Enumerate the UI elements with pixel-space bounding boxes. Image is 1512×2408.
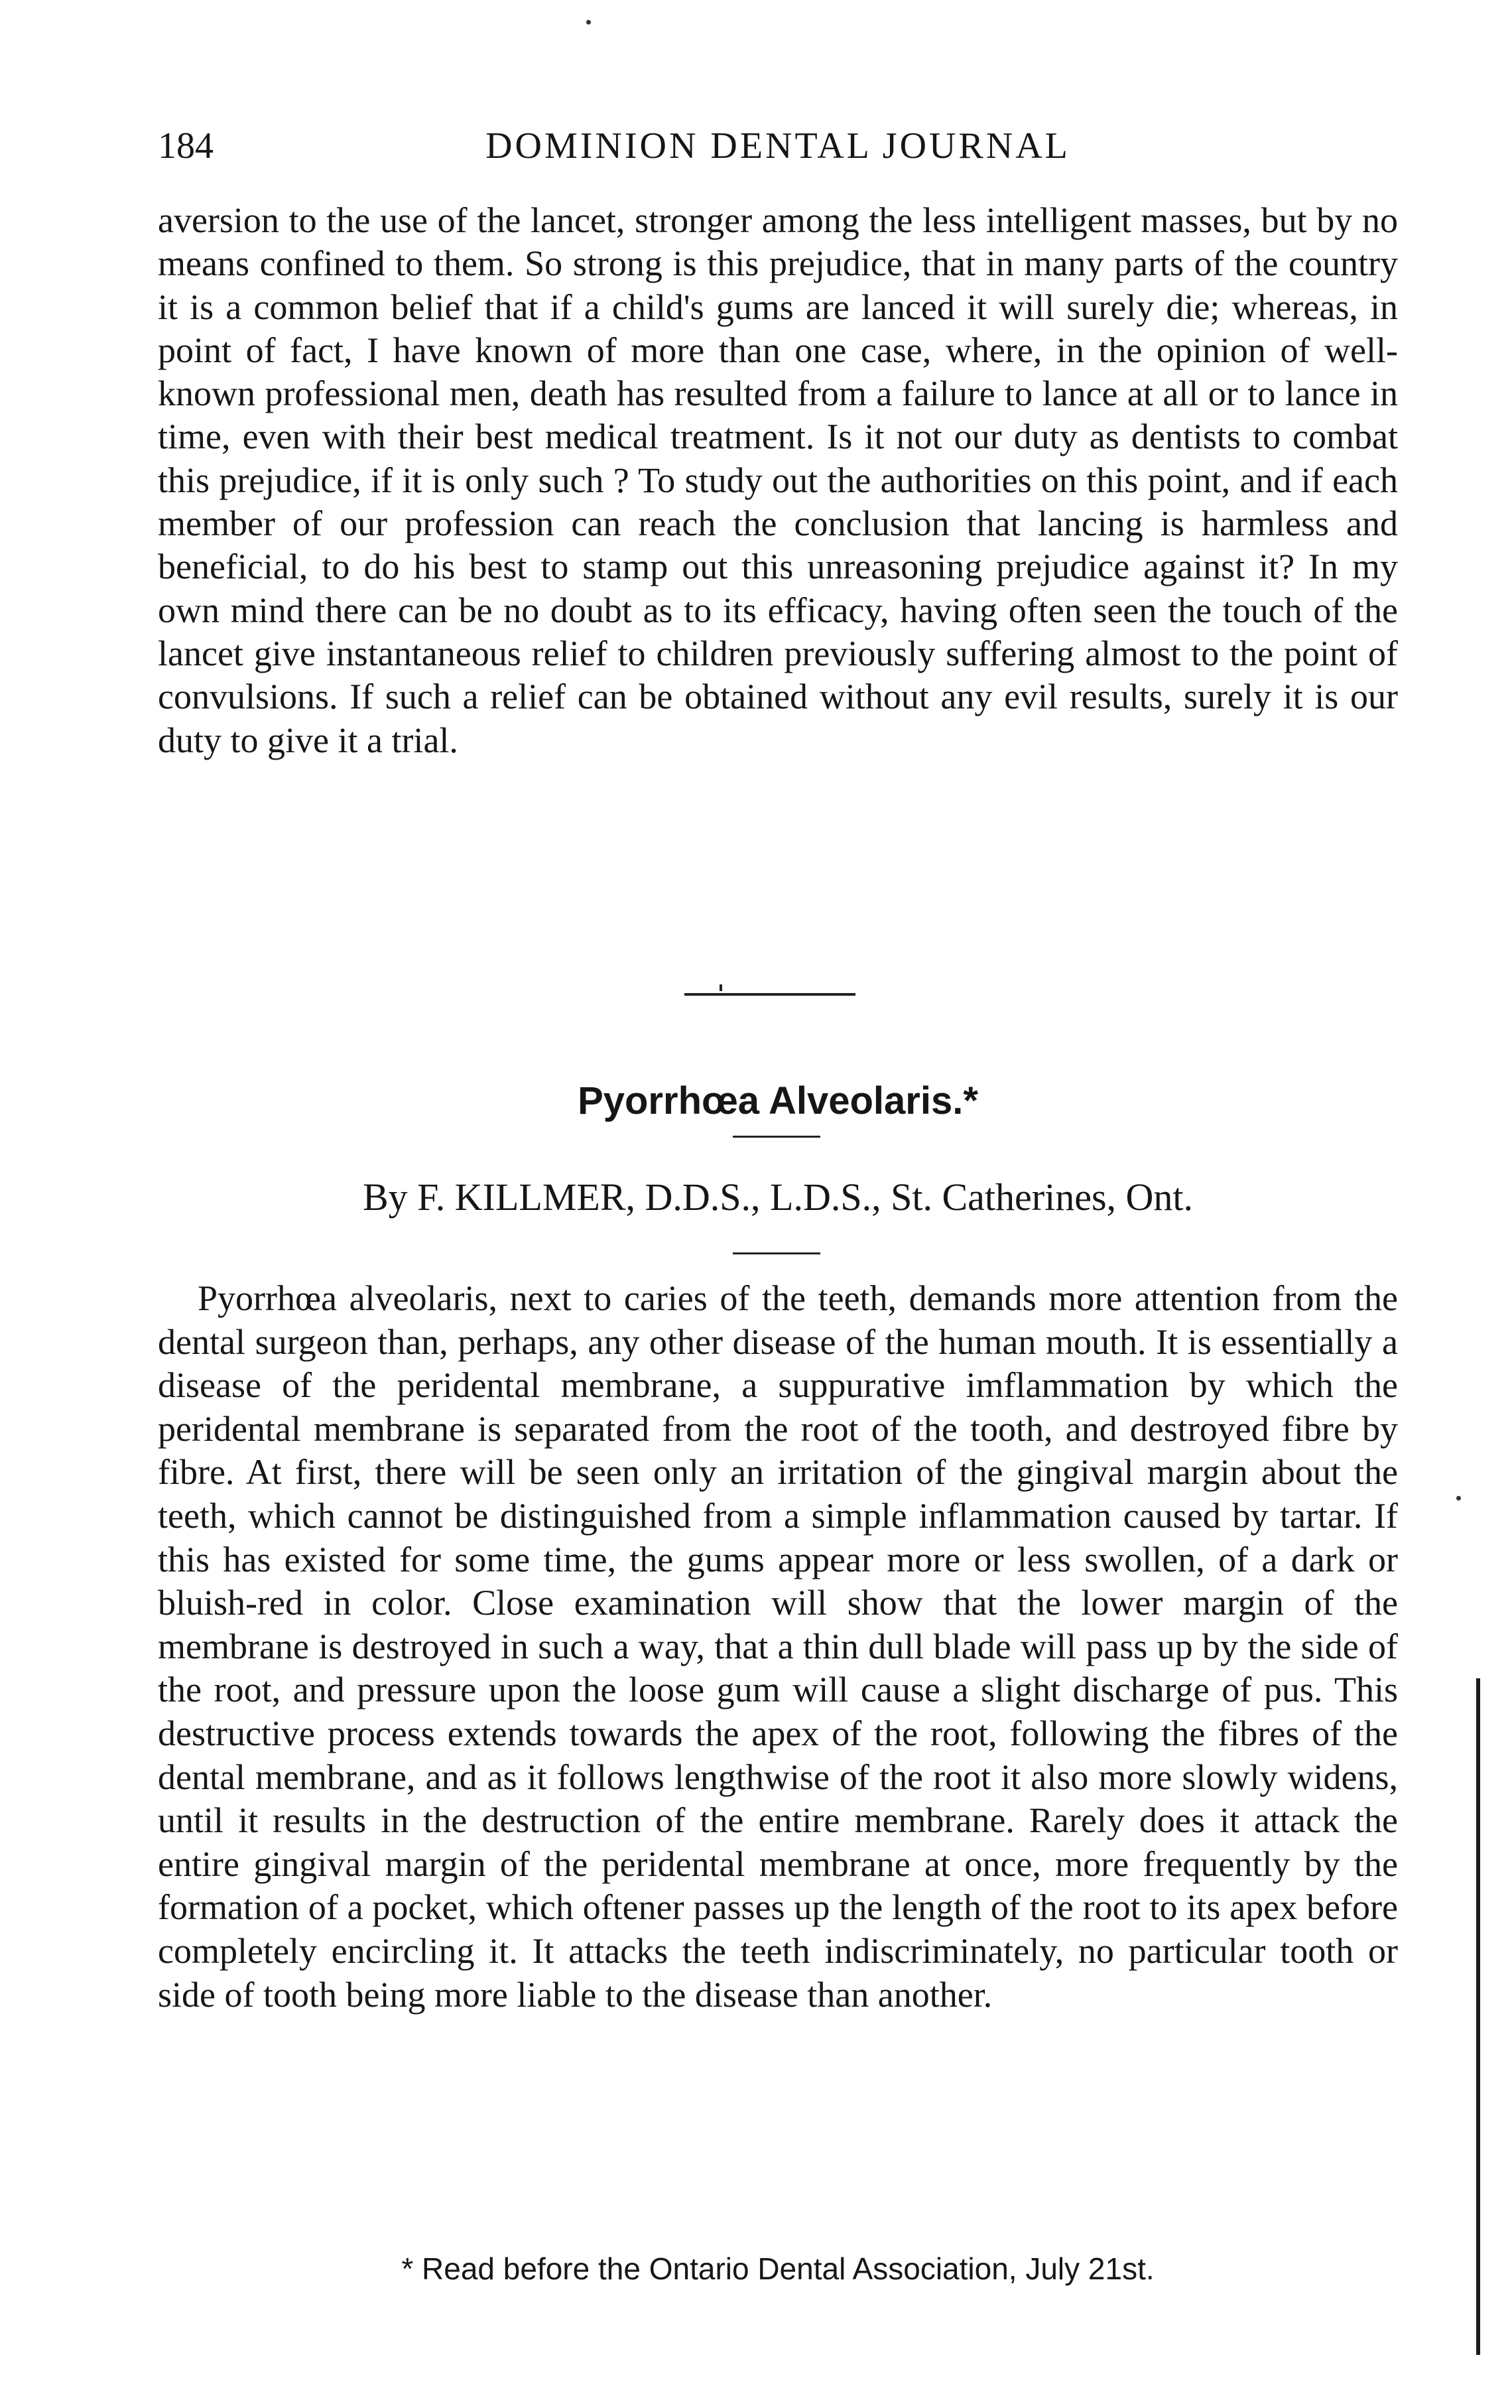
section-separator-rule	[684, 993, 855, 996]
title-rule-upper	[733, 1136, 820, 1138]
footnote: * Read before the Ontario Dental Association, July 21st.	[401, 2251, 1155, 2286]
separator-tick	[720, 984, 722, 991]
margin-speck	[1456, 1496, 1461, 1501]
article-body-block	[158, 1277, 1398, 2017]
carryover-paragraph-block	[158, 199, 1398, 762]
article-title: Pyorrhœa Alveolaris.*	[578, 1079, 978, 1122]
running-head	[158, 119, 1398, 172]
scan-speck	[586, 20, 591, 25]
article-body-paragraph: Pyorrhœa alveolaris, next to caries of the teeth, demands more attention from the dental surgeon than, perhaps, any other disease of the human mouth. It is essentially a disease of the peridental membrane, a suppurative imflammation by which the peridental membrane is separated from the root of the tooth, and destroyed fibre by fibre. At first, there will be seen only an irritation of the gingival margin about the teeth, which cannot be distinguished from a simple inflammation caused by tartar. If this has existed for some time, the gums appear more or less swollen, of a dark or bluish-red in color. Close examination will show that the lower margin of the membrane is destroyed in such a way, that a thin dull blade will pass up by the side of the root, and pressure upon the loose gum will cause a slight discharge of pus. This destructive process extends towards the apex of the root, following the fibres of the dental membrane, and as it follows lengthwise of the root it also more slowly widens, until it results in the destruction of the entire membrane. Rarely does it attack the entire gingival margin of the peridental membrane at once, more frequently by the formation of a pocket, which oftener passes up the length of the root to its apex before completely encircling it. It attacks the teeth indiscriminately, no particular tooth or side of tooth being more liable to the disease than another.	[158, 1278, 1398, 2015]
carryover-paragraph: aversion to the use of the lancet, stronger among the less intelligent masses, but by no means confined to them. So strong is this prejudice, that in many parts of the country it is a common belief that if a child's gums are lanced it will surely die; whereas, in point of fact, I have known of more than one case, where, in the opinion of well-known professional men, death has resulted from a failure to lance at all or to lance in time, even with their best medical treatment. Is it not our duty as dentists to combat this prejudice, if it is only such ? To study out the authorities on this point, and if each member of our profession can reach the conclusion that lancing is harmless and beneficial, to do his best to stamp out this unreasoning prejudice against it? In my own mind there can be no doubt as to its efficacy, having often seen the touch of the lancet give instantaneous relief to children previously suffering almost to the point of convulsions. If such a relief can be obtained without any evil results, surely it is our duty to give it a trial.	[158, 200, 1398, 760]
journal-title: DOMINION DENTAL JOURNAL	[485, 125, 1070, 167]
article-byline: By F. KILLMER, D.D.S., L.D.S., St. Catherines, Ont.	[362, 1175, 1194, 1219]
margin-scan-line	[1476, 1678, 1480, 2355]
title-rule-lower	[733, 1252, 820, 1254]
page-number: 184	[158, 125, 214, 167]
